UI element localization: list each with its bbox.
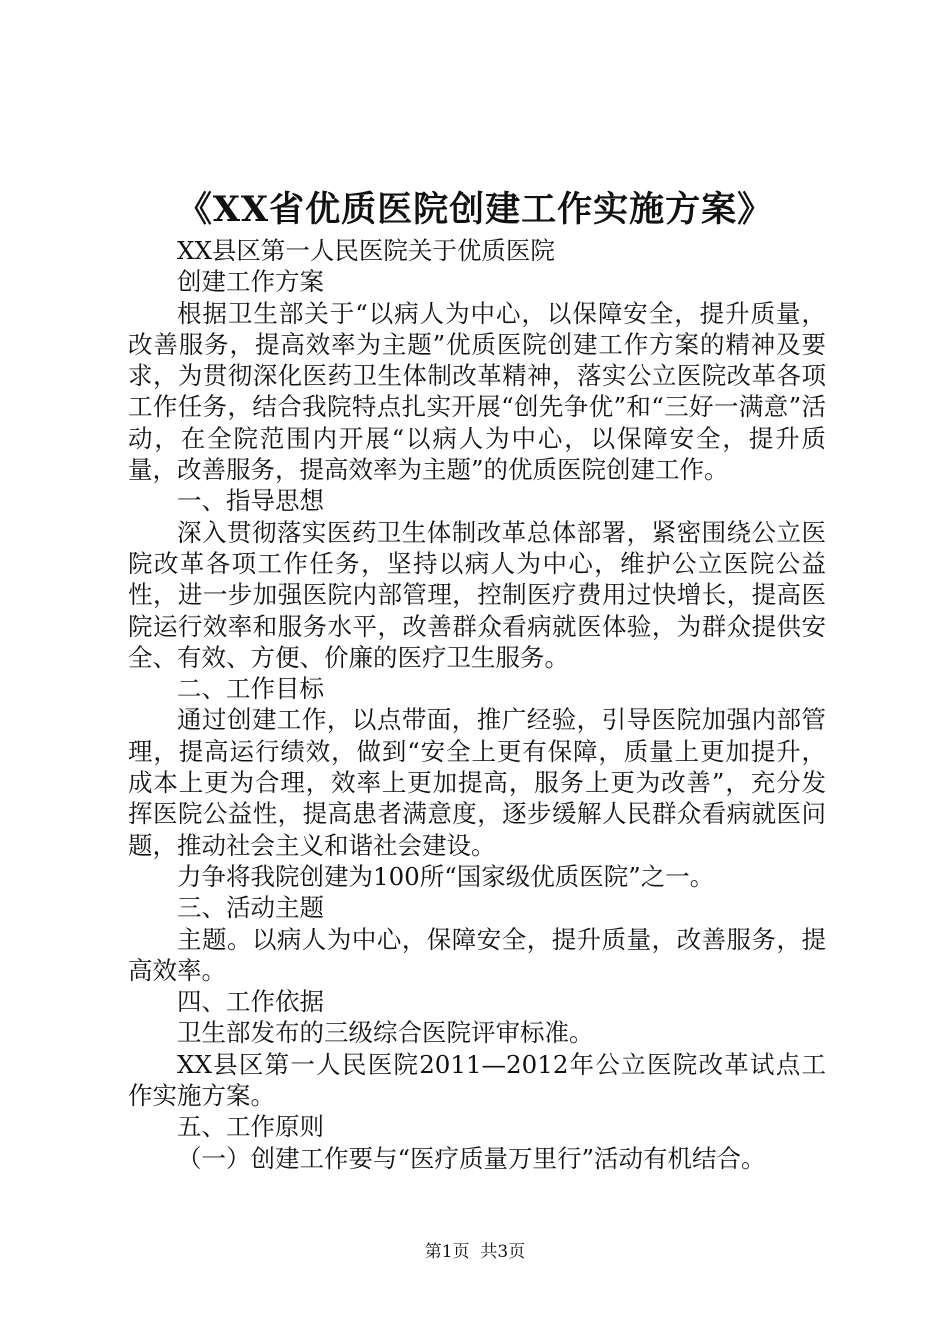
preamble-paragraph: 根据卫生部关于“以病人为中心，以保障安全，提升质量，改善服务，提高效率为主题”优质医院创建工作方案的精神及要求，为贯彻深化医药卫生体制改革精神，落实公立医院改革各项工作任务，结合我院特点扎实开展“创先争优”和“三好一满意”活动，在全院范围内开展“以病人为中心，以保障安全，提升质量，改善服务，提高效率为主题”的优质医院创建工作。 [128, 298, 826, 485]
work-goals-paragraph: 通过创建工作，以点带面，推广经验，引导医院加强内部管理，提高运行绩效，做到“安全上更有保障，质量上更加提升，成本上更为合理，效率上更加提高，服务上更为改善”，充分发挥医院公益性，提高患者满意度，逐步缓解人民群众看病就医问题，推动社会主义和谐社会建设。 [128, 705, 826, 860]
intro-line-1: XX县区第一人民医院关于优质医院 [177, 236, 555, 265]
document-body [128, 235, 826, 1174]
document-title: 《XX省优质医院创建工作实施方案》 [176, 189, 774, 230]
work-principles-item-1: （一）创建工作要与“医疗质量万里行”活动有机结合。 [177, 1143, 766, 1173]
page-total: 共3页 [480, 1242, 526, 1262]
section-heading-activity-theme: 三、活动主题 [177, 893, 324, 923]
section-heading-work-principles: 五、工作原则 [177, 1112, 324, 1142]
section-heading-work-basis: 四、工作依据 [177, 987, 324, 1017]
intro-line-2: 创建工作方案 [177, 267, 324, 297]
work-goals-target: 力争将我院创建为100所“国家级优质医院”之一。 [177, 861, 715, 891]
page-number: 第1页 [424, 1242, 470, 1262]
section-heading-guiding-ideology: 一、指导思想 [177, 486, 324, 516]
section-heading-work-goals: 二、工作目标 [177, 674, 324, 704]
work-basis-item-1: 卫生部发布的三级综合医院评审标准。 [177, 1018, 594, 1048]
page-footer [0, 1240, 950, 1264]
activity-theme-paragraph: 主题。以病人为中心，保障安全，提升质量，改善服务，提高效率。 [128, 924, 826, 985]
guiding-ideology-paragraph: 深入贯彻落实医药卫生体制改革总体部署，紧密围绕公立医院改革各项工作任务，坚持以病人为中心，维护公立医院公益性，进一步加强医院内部管理，控制医疗费用过快增长，提高医院运行效率和服务水平，改善群众看病就医体验，为群众提供安全、有效、方便、价廉的医疗卫生服务。 [128, 517, 826, 672]
work-basis-item-2: XX县区第一人民医院2011—2012年公立医院改革试点工作实施方案。 [128, 1049, 826, 1111]
